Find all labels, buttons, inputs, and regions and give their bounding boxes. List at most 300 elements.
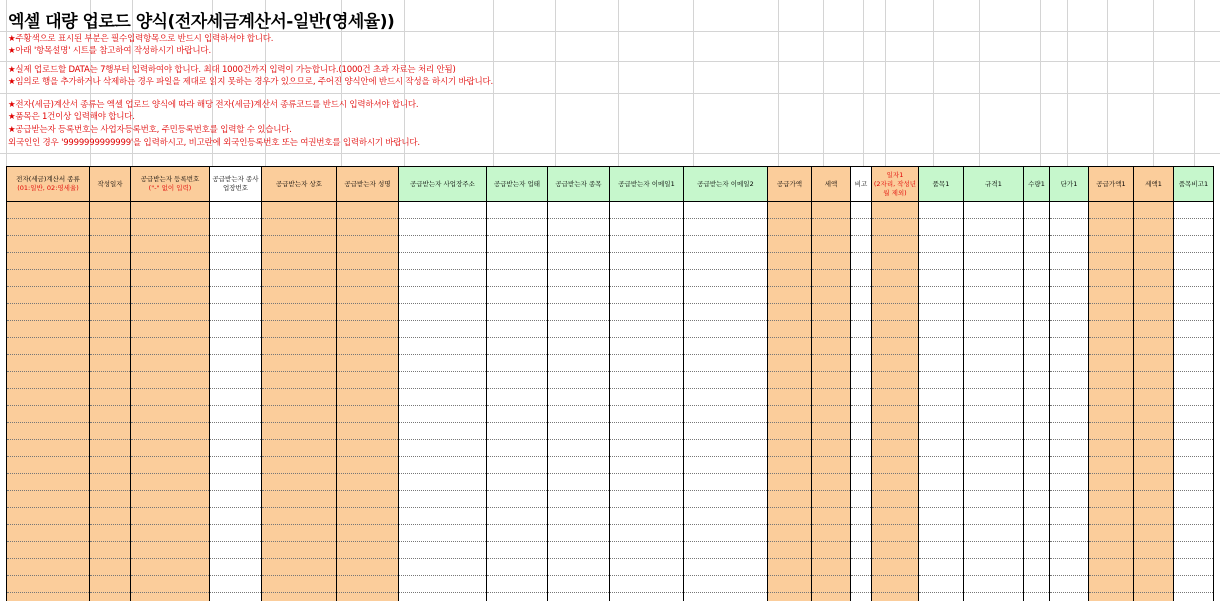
data-cell[interactable] (1174, 372, 1214, 389)
data-cell[interactable] (964, 253, 1024, 270)
data-cell[interactable] (90, 474, 131, 491)
data-cell[interactable] (1089, 423, 1134, 440)
column-header[interactable] (548, 167, 610, 202)
data-cell[interactable] (90, 236, 131, 253)
data-cell[interactable] (262, 491, 337, 508)
data-cell[interactable] (1024, 287, 1050, 304)
data-cell[interactable] (684, 355, 768, 372)
data-cell[interactable] (812, 474, 851, 491)
data-cell[interactable] (812, 440, 851, 457)
data-cell[interactable] (1134, 474, 1174, 491)
data-cell[interactable] (610, 593, 684, 601)
data-cell[interactable] (964, 457, 1024, 474)
data-cell[interactable] (548, 304, 610, 321)
data-cell[interactable] (768, 355, 812, 372)
data-cell[interactable] (610, 236, 684, 253)
data-cell[interactable] (684, 474, 768, 491)
data-cell[interactable] (90, 423, 131, 440)
data-cell[interactable] (812, 202, 851, 219)
data-cell[interactable] (337, 576, 399, 593)
data-cell[interactable] (851, 542, 872, 559)
data-cell[interactable] (1089, 389, 1134, 406)
data-cell[interactable] (131, 474, 210, 491)
data-cell[interactable] (768, 576, 812, 593)
data-cell[interactable] (548, 440, 610, 457)
data-cell[interactable] (964, 270, 1024, 287)
data-cell[interactable] (1174, 321, 1214, 338)
data-cell[interactable] (964, 372, 1024, 389)
data-cell[interactable] (919, 457, 964, 474)
data-cell[interactable] (1134, 253, 1174, 270)
data-cell[interactable] (262, 270, 337, 287)
data-cell[interactable] (1024, 559, 1050, 576)
data-cell[interactable] (1024, 236, 1050, 253)
data-cell[interactable] (1174, 236, 1214, 253)
data-cell[interactable] (262, 389, 337, 406)
data-cell[interactable] (872, 440, 919, 457)
data-cell[interactable] (7, 593, 90, 601)
data-cell[interactable] (851, 389, 872, 406)
data-cell[interactable] (919, 525, 964, 542)
data-cell[interactable] (872, 576, 919, 593)
data-cell[interactable] (210, 474, 262, 491)
column-header[interactable] (1024, 167, 1050, 202)
data-cell[interactable] (210, 406, 262, 423)
column-header[interactable] (210, 167, 262, 202)
column-header[interactable] (1089, 167, 1134, 202)
data-cell[interactable] (210, 372, 262, 389)
data-cell[interactable] (7, 372, 90, 389)
data-cell[interactable] (487, 559, 548, 576)
data-cell[interactable] (131, 491, 210, 508)
data-cell[interactable] (262, 219, 337, 236)
data-cell[interactable] (1089, 593, 1134, 601)
data-cell[interactable] (964, 423, 1024, 440)
data-cell[interactable] (1089, 508, 1134, 525)
data-cell[interactable] (548, 321, 610, 338)
column-header[interactable] (768, 167, 812, 202)
notice-line[interactable]: 외국인인 경우 '9999999999999'을 입력하시고, 비고란에 외국인등록번호 또는 여권번호를 입력하시기 바랍니다. (8, 138, 420, 148)
data-cell[interactable] (684, 576, 768, 593)
data-cell[interactable] (131, 355, 210, 372)
data-cell[interactable] (1134, 423, 1174, 440)
notice-line[interactable]: ★품목은 1건이상 입력해야 합니다. (8, 112, 135, 122)
data-cell[interactable] (210, 559, 262, 576)
column-header[interactable] (1174, 167, 1214, 202)
data-cell[interactable] (610, 202, 684, 219)
data-cell[interactable] (684, 321, 768, 338)
data-cell[interactable] (7, 491, 90, 508)
data-cell[interactable] (851, 338, 872, 355)
data-cell[interactable] (131, 406, 210, 423)
data-cell[interactable] (131, 440, 210, 457)
data-cell[interactable] (131, 508, 210, 525)
data-cell[interactable] (7, 219, 90, 236)
data-cell[interactable] (1134, 593, 1174, 601)
data-cell[interactable] (7, 508, 90, 525)
data-cell[interactable] (131, 542, 210, 559)
data-cell[interactable] (90, 491, 131, 508)
data-cell[interactable] (872, 338, 919, 355)
data-cell[interactable] (768, 372, 812, 389)
notice-line[interactable]: ★실제 업로드할 DATA는 7행부터 입력하여야 합니다. 최대 1000건까지 입력이 가능합니다.(1000건 초과 자료는 처리 안됨) (8, 65, 456, 75)
data-cell[interactable] (1089, 576, 1134, 593)
data-cell[interactable] (399, 304, 487, 321)
data-cell[interactable] (768, 321, 812, 338)
data-cell[interactable] (872, 491, 919, 508)
data-cell[interactable] (337, 372, 399, 389)
data-cell[interactable] (684, 440, 768, 457)
data-cell[interactable] (487, 593, 548, 601)
notice-line[interactable]: ★전자(세금)계산서 종류는 엑셀 업로드 양식에 따라 해당 전자(세금)계산서 종류코드를 반드시 입력하셔야 합니다. (8, 100, 419, 110)
data-cell[interactable] (1024, 389, 1050, 406)
data-cell[interactable] (684, 423, 768, 440)
data-cell[interactable] (1174, 270, 1214, 287)
data-cell[interactable] (487, 389, 548, 406)
data-cell[interactable] (1050, 270, 1089, 287)
data-cell[interactable] (262, 202, 337, 219)
data-cell[interactable] (131, 576, 210, 593)
data-cell[interactable] (262, 525, 337, 542)
data-cell[interactable] (812, 287, 851, 304)
data-cell[interactable] (1050, 525, 1089, 542)
data-cell[interactable] (1024, 423, 1050, 440)
data-cell[interactable] (1024, 321, 1050, 338)
column-header[interactable] (964, 167, 1024, 202)
data-cell[interactable] (487, 525, 548, 542)
data-cell[interactable] (1050, 593, 1089, 601)
data-cell[interactable] (487, 474, 548, 491)
data-cell[interactable] (610, 525, 684, 542)
data-cell[interactable] (610, 508, 684, 525)
data-cell[interactable] (1134, 372, 1174, 389)
data-cell[interactable] (1024, 219, 1050, 236)
data-cell[interactable] (1050, 576, 1089, 593)
data-cell[interactable] (131, 202, 210, 219)
data-cell[interactable] (919, 372, 964, 389)
data-cell[interactable] (487, 508, 548, 525)
data-cell[interactable] (487, 219, 548, 236)
data-cell[interactable] (337, 593, 399, 601)
data-cell[interactable] (851, 423, 872, 440)
column-header[interactable] (487, 167, 548, 202)
data-cell[interactable] (851, 236, 872, 253)
data-cell[interactable] (1174, 287, 1214, 304)
data-cell[interactable] (90, 287, 131, 304)
data-cell[interactable] (210, 525, 262, 542)
data-cell[interactable] (812, 270, 851, 287)
data-cell[interactable] (7, 457, 90, 474)
data-cell[interactable] (768, 508, 812, 525)
data-cell[interactable] (1134, 304, 1174, 321)
data-cell[interactable] (90, 389, 131, 406)
data-cell[interactable] (1089, 372, 1134, 389)
data-cell[interactable] (337, 304, 399, 321)
data-cell[interactable] (610, 253, 684, 270)
data-cell[interactable] (812, 559, 851, 576)
data-cell[interactable] (1174, 253, 1214, 270)
data-cell[interactable] (919, 508, 964, 525)
data-cell[interactable] (610, 474, 684, 491)
column-header[interactable] (1050, 167, 1089, 202)
data-cell[interactable] (548, 372, 610, 389)
data-cell[interactable] (399, 525, 487, 542)
notice-line[interactable]: ★주황색으로 표시된 부분은 필수입력항목으로 반드시 입력하셔야 합니다. (8, 34, 274, 44)
data-cell[interactable] (487, 338, 548, 355)
data-cell[interactable] (1174, 338, 1214, 355)
data-cell[interactable] (487, 372, 548, 389)
data-cell[interactable] (684, 406, 768, 423)
data-cell[interactable] (872, 355, 919, 372)
column-header[interactable] (7, 167, 90, 202)
data-cell[interactable] (1024, 253, 1050, 270)
data-cell[interactable] (812, 304, 851, 321)
data-cell[interactable] (1089, 559, 1134, 576)
data-cell[interactable] (399, 474, 487, 491)
data-cell[interactable] (210, 491, 262, 508)
data-cell[interactable] (1134, 338, 1174, 355)
data-cell[interactable] (7, 304, 90, 321)
data-cell[interactable] (1174, 202, 1214, 219)
data-cell[interactable] (7, 270, 90, 287)
data-cell[interactable] (919, 389, 964, 406)
data-cell[interactable] (768, 491, 812, 508)
data-cell[interactable] (919, 219, 964, 236)
data-cell[interactable] (487, 542, 548, 559)
data-cell[interactable] (337, 542, 399, 559)
column-header[interactable] (919, 167, 964, 202)
data-cell[interactable] (262, 406, 337, 423)
data-cell[interactable] (610, 389, 684, 406)
data-cell[interactable] (7, 355, 90, 372)
data-cell[interactable] (1050, 304, 1089, 321)
data-cell[interactable] (1134, 525, 1174, 542)
data-cell[interactable] (1024, 491, 1050, 508)
data-cell[interactable] (487, 457, 548, 474)
data-cell[interactable] (1174, 542, 1214, 559)
data-cell[interactable] (337, 508, 399, 525)
data-cell[interactable] (812, 389, 851, 406)
data-cell[interactable] (1134, 559, 1174, 576)
data-cell[interactable] (90, 542, 131, 559)
data-cell[interactable] (90, 304, 131, 321)
data-cell[interactable] (610, 219, 684, 236)
data-cell[interactable] (90, 440, 131, 457)
data-cell[interactable] (812, 219, 851, 236)
data-cell[interactable] (964, 525, 1024, 542)
data-cell[interactable] (337, 270, 399, 287)
data-cell[interactable] (812, 491, 851, 508)
data-cell[interactable] (337, 202, 399, 219)
data-cell[interactable] (1134, 355, 1174, 372)
column-header[interactable] (684, 167, 768, 202)
data-cell[interactable] (919, 559, 964, 576)
data-cell[interactable] (548, 355, 610, 372)
data-cell[interactable] (684, 236, 768, 253)
data-cell[interactable] (487, 321, 548, 338)
data-cell[interactable] (768, 236, 812, 253)
data-cell[interactable] (1134, 508, 1174, 525)
data-cell[interactable] (337, 321, 399, 338)
data-cell[interactable] (337, 389, 399, 406)
data-cell[interactable] (812, 423, 851, 440)
data-cell[interactable] (1050, 321, 1089, 338)
data-cell[interactable] (872, 457, 919, 474)
data-cell[interactable] (851, 508, 872, 525)
data-cell[interactable] (210, 440, 262, 457)
data-cell[interactable] (210, 508, 262, 525)
data-cell[interactable] (1134, 457, 1174, 474)
data-cell[interactable] (399, 202, 487, 219)
data-cell[interactable] (337, 559, 399, 576)
data-cell[interactable] (131, 287, 210, 304)
data-cell[interactable] (851, 321, 872, 338)
data-cell[interactable] (684, 219, 768, 236)
data-cell[interactable] (919, 474, 964, 491)
data-cell[interactable] (1050, 202, 1089, 219)
data-cell[interactable] (90, 372, 131, 389)
data-cell[interactable] (1174, 219, 1214, 236)
data-cell[interactable] (337, 423, 399, 440)
data-cell[interactable] (768, 304, 812, 321)
data-cell[interactable] (1089, 406, 1134, 423)
notice-line[interactable]: ★공급받는자 등록번호는 사업자등록번호, 주민등록번호를 입력할 수 있습니다. (8, 125, 292, 135)
data-cell[interactable] (90, 270, 131, 287)
data-cell[interactable] (548, 474, 610, 491)
data-cell[interactable] (768, 423, 812, 440)
data-cell[interactable] (337, 474, 399, 491)
data-cell[interactable] (610, 321, 684, 338)
data-cell[interactable] (90, 576, 131, 593)
data-cell[interactable] (90, 593, 131, 601)
data-cell[interactable] (1134, 321, 1174, 338)
column-header[interactable] (610, 167, 684, 202)
data-cell[interactable] (1024, 202, 1050, 219)
data-cell[interactable] (1134, 491, 1174, 508)
data-cell[interactable] (210, 423, 262, 440)
data-cell[interactable] (964, 406, 1024, 423)
data-cell[interactable] (1174, 406, 1214, 423)
data-cell[interactable] (262, 576, 337, 593)
data-cell[interactable] (487, 355, 548, 372)
data-cell[interactable] (919, 236, 964, 253)
data-cell[interactable] (262, 236, 337, 253)
data-cell[interactable] (7, 423, 90, 440)
data-cell[interactable] (964, 474, 1024, 491)
notice-line[interactable]: ★임의로 행을 추가하거나 삭제하는 경우 파일을 제대로 읽지 못하는 경우가 있으므로, 주어진 양식안에 반드시 작성을 하시기 바랍니다. (8, 77, 494, 87)
data-cell[interactable] (610, 338, 684, 355)
data-cell[interactable] (548, 338, 610, 355)
data-cell[interactable] (1134, 576, 1174, 593)
data-cell[interactable] (90, 219, 131, 236)
data-cell[interactable] (872, 406, 919, 423)
data-cell[interactable] (872, 287, 919, 304)
data-cell[interactable] (768, 440, 812, 457)
data-cell[interactable] (90, 406, 131, 423)
data-cell[interactable] (262, 372, 337, 389)
data-cell[interactable] (610, 559, 684, 576)
data-cell[interactable] (90, 321, 131, 338)
data-cell[interactable] (1089, 525, 1134, 542)
data-cell[interactable] (131, 423, 210, 440)
data-cell[interactable] (210, 236, 262, 253)
data-cell[interactable] (7, 474, 90, 491)
data-cell[interactable] (610, 287, 684, 304)
data-cell[interactable] (812, 236, 851, 253)
data-cell[interactable] (768, 287, 812, 304)
data-cell[interactable] (1174, 440, 1214, 457)
data-cell[interactable] (964, 508, 1024, 525)
data-cell[interactable] (1134, 287, 1174, 304)
data-cell[interactable] (964, 491, 1024, 508)
data-cell[interactable] (872, 508, 919, 525)
data-cell[interactable] (7, 321, 90, 338)
data-cell[interactable] (262, 457, 337, 474)
data-cell[interactable] (964, 559, 1024, 576)
data-cell[interactable] (812, 542, 851, 559)
data-cell[interactable] (1050, 508, 1089, 525)
data-cell[interactable] (851, 202, 872, 219)
data-cell[interactable] (7, 202, 90, 219)
data-cell[interactable] (548, 576, 610, 593)
data-cell[interactable] (1050, 406, 1089, 423)
data-cell[interactable] (684, 525, 768, 542)
data-cell[interactable] (851, 474, 872, 491)
data-cell[interactable] (610, 372, 684, 389)
data-cell[interactable] (1089, 202, 1134, 219)
data-cell[interactable] (337, 338, 399, 355)
data-cell[interactable] (1174, 355, 1214, 372)
data-cell[interactable] (610, 304, 684, 321)
data-cell[interactable] (487, 406, 548, 423)
data-cell[interactable] (399, 440, 487, 457)
data-cell[interactable] (487, 253, 548, 270)
data-cell[interactable] (1050, 440, 1089, 457)
data-cell[interactable] (90, 508, 131, 525)
data-cell[interactable] (851, 406, 872, 423)
data-cell[interactable] (1050, 559, 1089, 576)
data-cell[interactable] (610, 270, 684, 287)
data-cell[interactable] (210, 304, 262, 321)
data-cell[interactable] (337, 219, 399, 236)
data-cell[interactable] (919, 321, 964, 338)
data-cell[interactable] (1089, 253, 1134, 270)
data-cell[interactable] (919, 593, 964, 601)
data-cell[interactable] (812, 525, 851, 542)
data-cell[interactable] (487, 287, 548, 304)
data-cell[interactable] (7, 542, 90, 559)
data-cell[interactable] (262, 355, 337, 372)
data-cell[interactable] (812, 508, 851, 525)
data-cell[interactable] (399, 253, 487, 270)
data-cell[interactable] (548, 542, 610, 559)
data-cell[interactable] (1050, 372, 1089, 389)
data-cell[interactable] (1134, 270, 1174, 287)
data-cell[interactable] (1174, 389, 1214, 406)
data-cell[interactable] (610, 423, 684, 440)
data-cell[interactable] (262, 508, 337, 525)
data-cell[interactable] (812, 372, 851, 389)
data-cell[interactable] (131, 321, 210, 338)
data-cell[interactable] (262, 287, 337, 304)
data-cell[interactable] (548, 270, 610, 287)
data-cell[interactable] (1134, 236, 1174, 253)
data-cell[interactable] (1089, 457, 1134, 474)
data-cell[interactable] (210, 287, 262, 304)
data-cell[interactable] (131, 338, 210, 355)
data-cell[interactable] (210, 355, 262, 372)
data-cell[interactable] (919, 406, 964, 423)
